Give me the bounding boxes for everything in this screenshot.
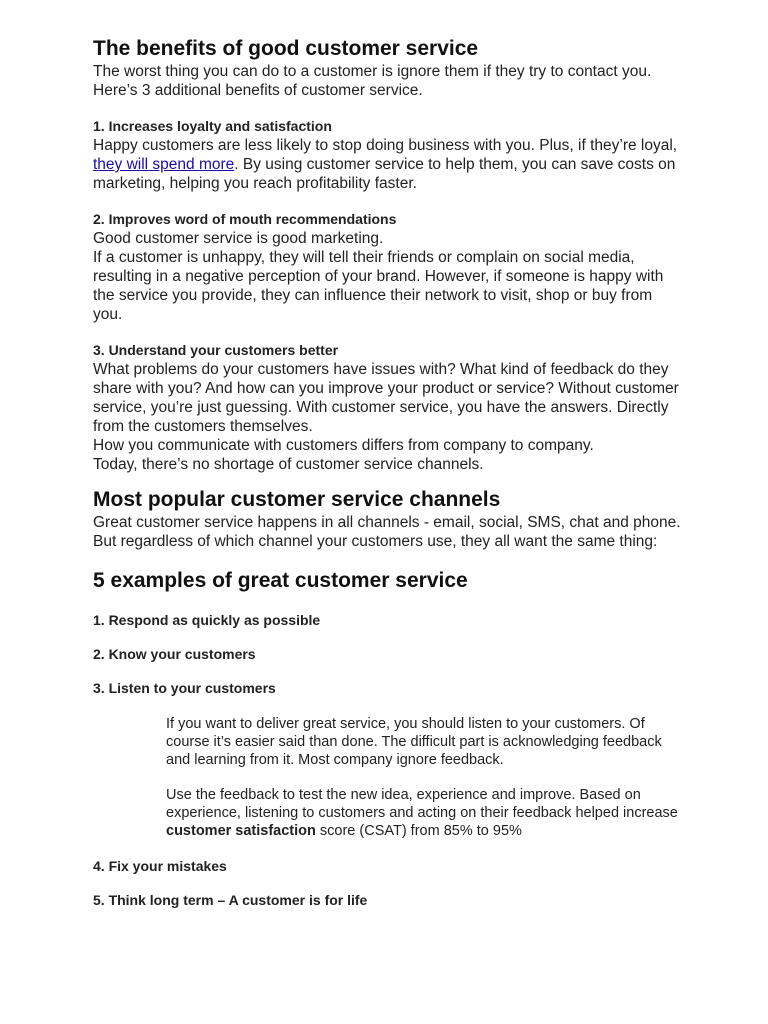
- listen-detail-paragraph-1: If you want to deliver great service, you should listen to your customers. Of course it’s easier said than done. The difficult part is acknowledging feedback and learning from it. Most company ignore feedback.: [166, 716, 662, 768]
- benefit-1-text-before: Happy customers are less likely to stop doing business with you. Plus, if they’re loyal,: [93, 137, 678, 154]
- listen-detail-text-before: Use the feedback to test the new idea, experience and improve. Based on experience, listening to customers and acting on their feedback helped increase: [166, 787, 678, 821]
- benefit-1-text-after: . By using customer service to help them, you can save costs on marketing, helping you reach profitability faster.: [93, 156, 676, 192]
- benefit-1-title: 1. Increases loyalty and satisfaction: [93, 118, 332, 134]
- examples-heading: 5 examples of great customer service: [93, 569, 468, 592]
- benefit-2-title: 2. Improves word of mouth recommendations: [93, 211, 397, 227]
- benefit-3-paragraph: Today, there’s no shortage of customer service channels.: [93, 456, 484, 473]
- customer-satisfaction-bold: customer satisfaction: [166, 823, 316, 839]
- benefit-2-paragraph: If a customer is unhappy, they will tell their friends or complain on social media, resulting in a negative perception of your brand. However, if someone is happy with the service you provide, they can influence their network to visit, shop or buy from you.: [93, 249, 664, 323]
- listen-detail-text-after: score (CSAT) from 85% to 95%: [315, 823, 522, 839]
- example-2-title: 2. Know your customers: [93, 646, 256, 662]
- document-content: [93, 36, 683, 910]
- benefit-3-paragraph: What problems do your customers have issues with? What kind of feedback do they share with you? And how can you improve your product or service? Without customer service, you’re just guessing. With customer service, you have the answers. Directly from the customers themselves.: [93, 361, 679, 435]
- example-1-title: 1. Respond as quickly as possible: [93, 612, 321, 628]
- example-4-title: 4. Fix your mistakes: [93, 858, 227, 874]
- channels-paragraph: Great customer service happens in all channels - email, social, SMS, chat and phone.: [93, 514, 681, 531]
- channels-heading: Most popular customer service channels: [93, 488, 501, 511]
- benefit-3-title: 3. Understand your customers better: [93, 342, 339, 358]
- benefits-intro: The worst thing you can do to a customer is ignore them if they try to contact you. Here’s 3 additional benefits of customer service.: [93, 63, 652, 99]
- benefits-heading: The benefits of good customer service: [93, 37, 479, 60]
- example-3-title: 3. Listen to your customers: [93, 680, 276, 696]
- benefit-1-text: [93, 136, 683, 193]
- benefit-3-paragraph: How you communicate with customers differs from company to company.: [93, 437, 594, 454]
- benefit-2-paragraph: Good customer service is good marketing.: [93, 230, 384, 247]
- listen-detail-paragraph-2: [166, 786, 683, 840]
- example-5-title: 5. Think long term – A customer is for life: [93, 892, 368, 908]
- channels-paragraph: But regardless of which channel your customers use, they all want the same thing:: [93, 533, 658, 550]
- spend-more-link[interactable]: they will spend more: [93, 156, 235, 173]
- listen-detail: [166, 715, 683, 840]
